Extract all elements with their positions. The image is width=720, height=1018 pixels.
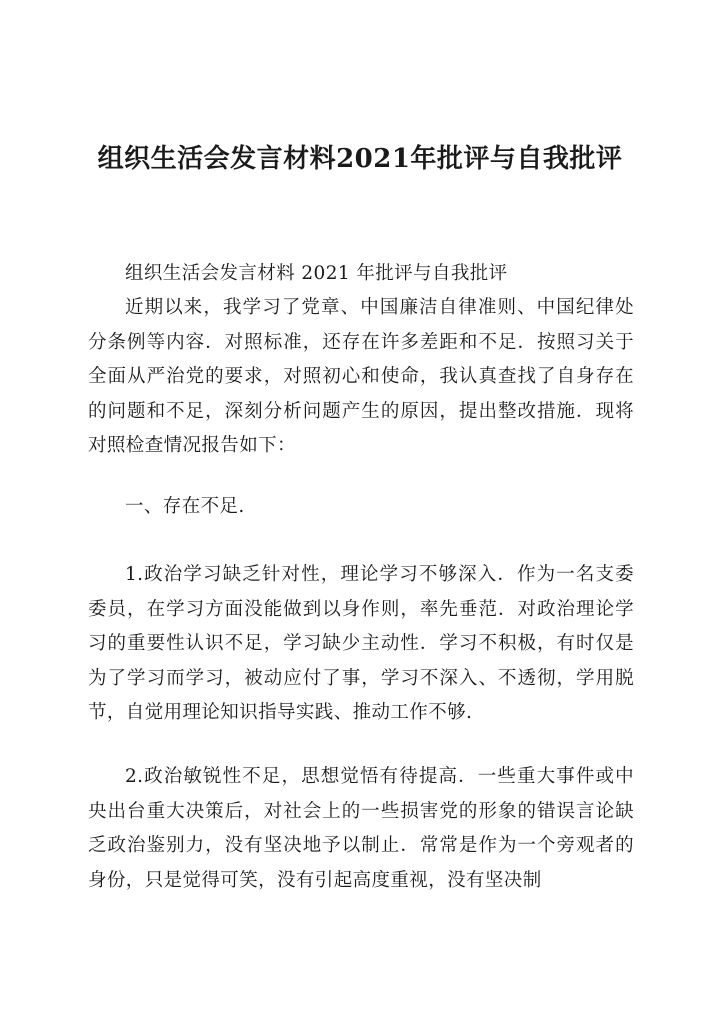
item-2-paragraph: 2.政治敏锐性不足，思想觉悟有待提高．一些重大事件或中央出台重大决策后，对社会上的一些损害党的形象的错误言论缺乏政治鉴别力，没有坚决地予以制止．常常是作为一个旁观者的身份，只是觉得可笑，没有引起高度重视，没有坚决制 <box>88 766 634 891</box>
document-title: 组织生活会发言材料2021年批评与自我批评 <box>97 144 623 174</box>
document-subtitle: 组织生活会发言材料 2021 年批评与自我批评 <box>125 263 508 284</box>
section-heading: 一、存在不足. <box>125 496 245 517</box>
intro-paragraph: 近期以来，我学习了党章、中国廉洁自律准则、中国纪律处分条例等内容．对照标准，还存在许多差距和不足．按照习关于全面从严治党的要求，对照初心和使命，我认真查找了自身存在的问题和不足，深刻分析问题产生的原因，提出整改措施．现将对照检查情况报告如下： <box>88 297 634 456</box>
item-1-paragraph: 1.政治学习缺乏针对性，理论学习不够深入．作为一名支委委员，在学习方面没能做到以身作则，率先垂范．对政治理论学习的重要性认识不足，学习缺少主动性．学习不积极，有时仅是为了学习而学习，被动应付了事，学习不深入、不透彻，学用脱节，自觉用理论知识指导实践、推动工作不够. <box>88 564 634 723</box>
